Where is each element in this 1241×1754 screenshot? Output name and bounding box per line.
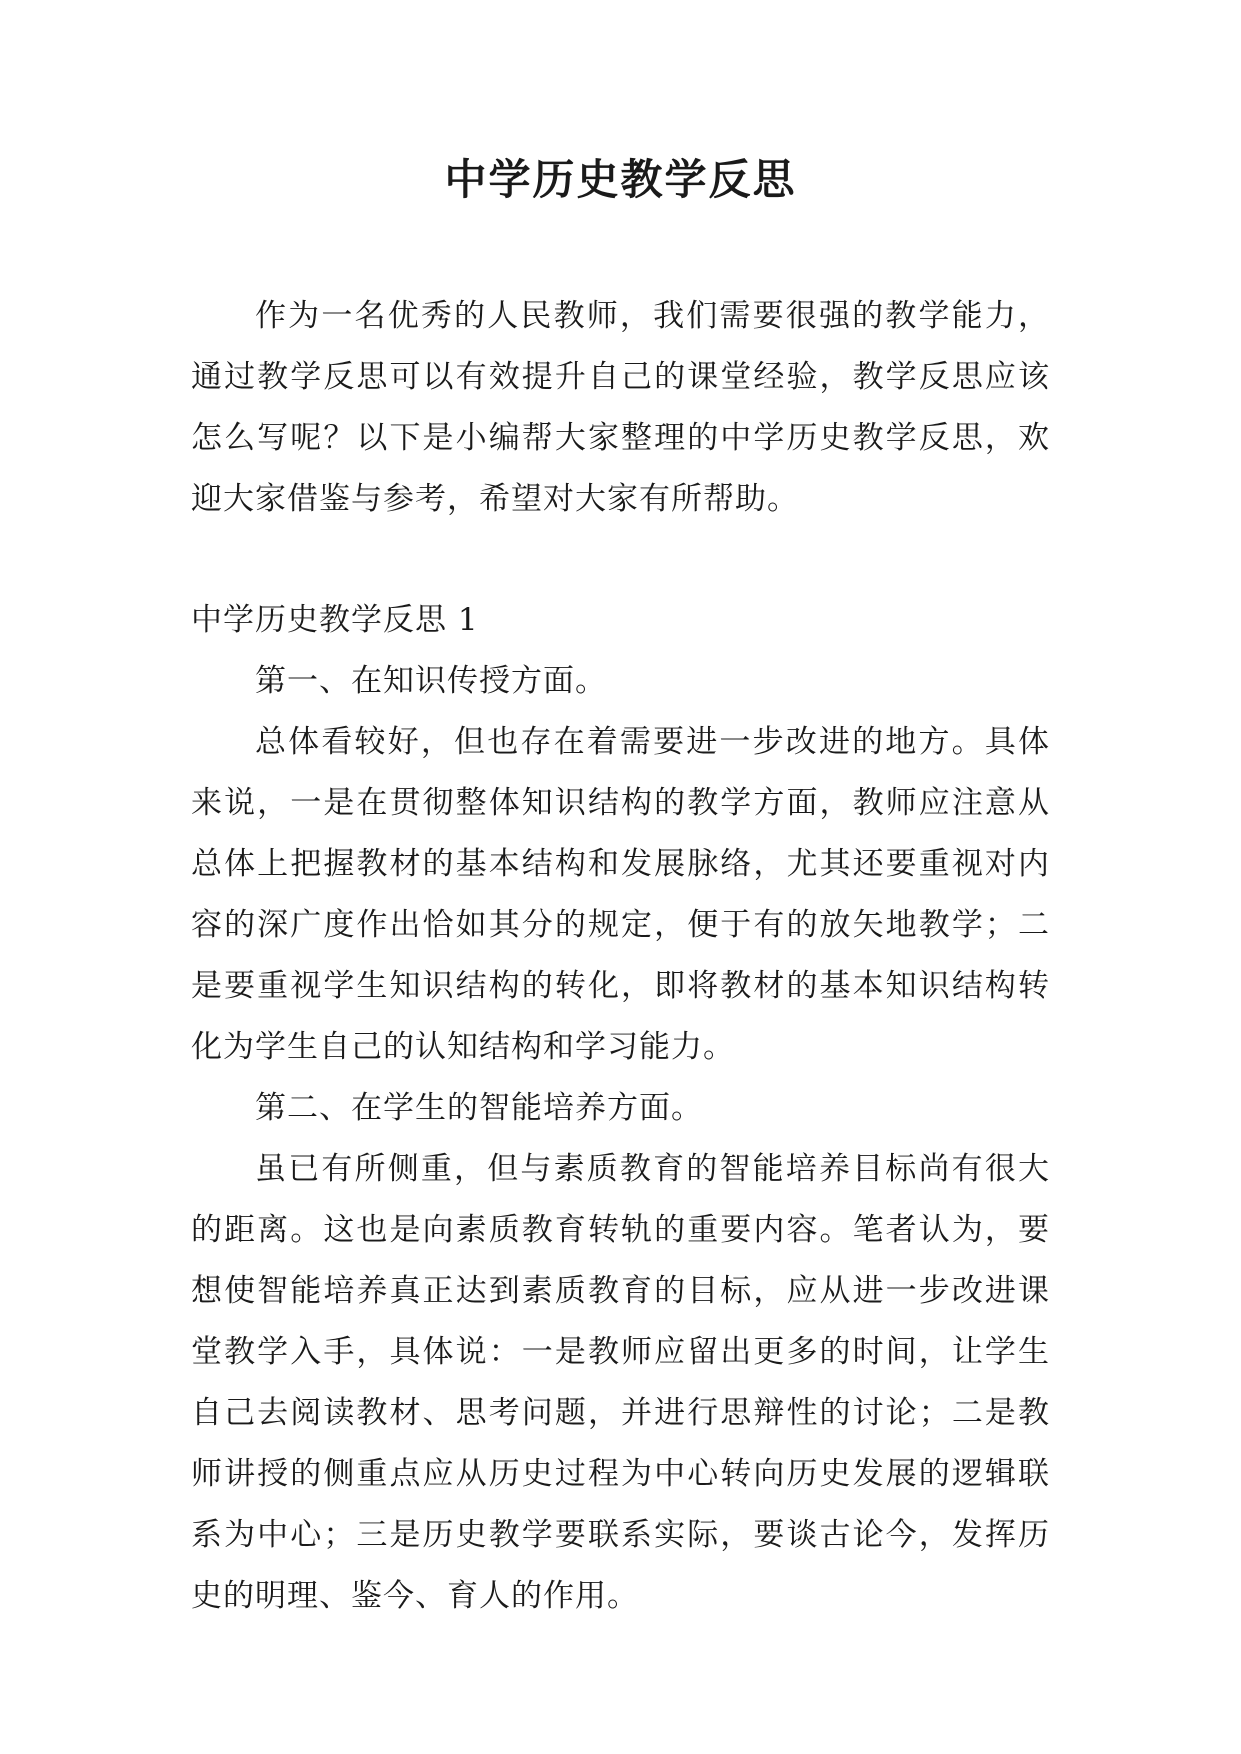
paragraph-ability: 虽已有所侧重，但与素质教育的智能培养目标尚有很大的距离。这也是向素质教育转轨的重要内容。笔者认为，要想使智能培养真正达到素质教育的目标，应从进一步改进课堂教学入手，具体说：一是教师应留出更多的时间，让学生自己去阅读教材、思考问题，并进行思辩性的讨论；二是教师讲授的侧重点应从历史过程为中心转向历史发展的逻辑联系为中心；三是历史教学要联系实际，要谈古论今，发挥历史的明理、鉴今、育人的作用。 (191, 1151, 1050, 1614)
document-body (191, 286, 1050, 1627)
paragraph-knowledge: 总体看较好，但也存在着需要进一步改进的地方。具体来说，一是在贯彻整体知识结构的教学方面，教师应注意从总体上把握教材的基本结构和发展脉络，尤其还要重视对内容的深广度作出恰如其分的规定，便于有的放矢地教学；二是要重视学生知识结构的转化，即将教材的基本知识结构转化为学生自己的认知结构和学习能力。 (191, 724, 1050, 1065)
point-heading-knowledge: 第一、在知识传授方面。 (255, 663, 607, 699)
document-title: 中学历史教学反思 (444, 155, 797, 204)
point-heading-ability: 第二、在学生的智能培养方面。 (255, 1090, 703, 1126)
section-heading: 中学历史教学反思 1 (191, 602, 479, 638)
intro-paragraph: 作为一名优秀的人民教师，我们需要很强的教学能力，通过教学反思可以有效提升自己的课堂经验，教学反思应该怎么写呢？以下是小编帮大家整理的中学历史教学反思，欢迎大家借鉴与参考，希望对大家有所帮助。 (191, 298, 1050, 517)
